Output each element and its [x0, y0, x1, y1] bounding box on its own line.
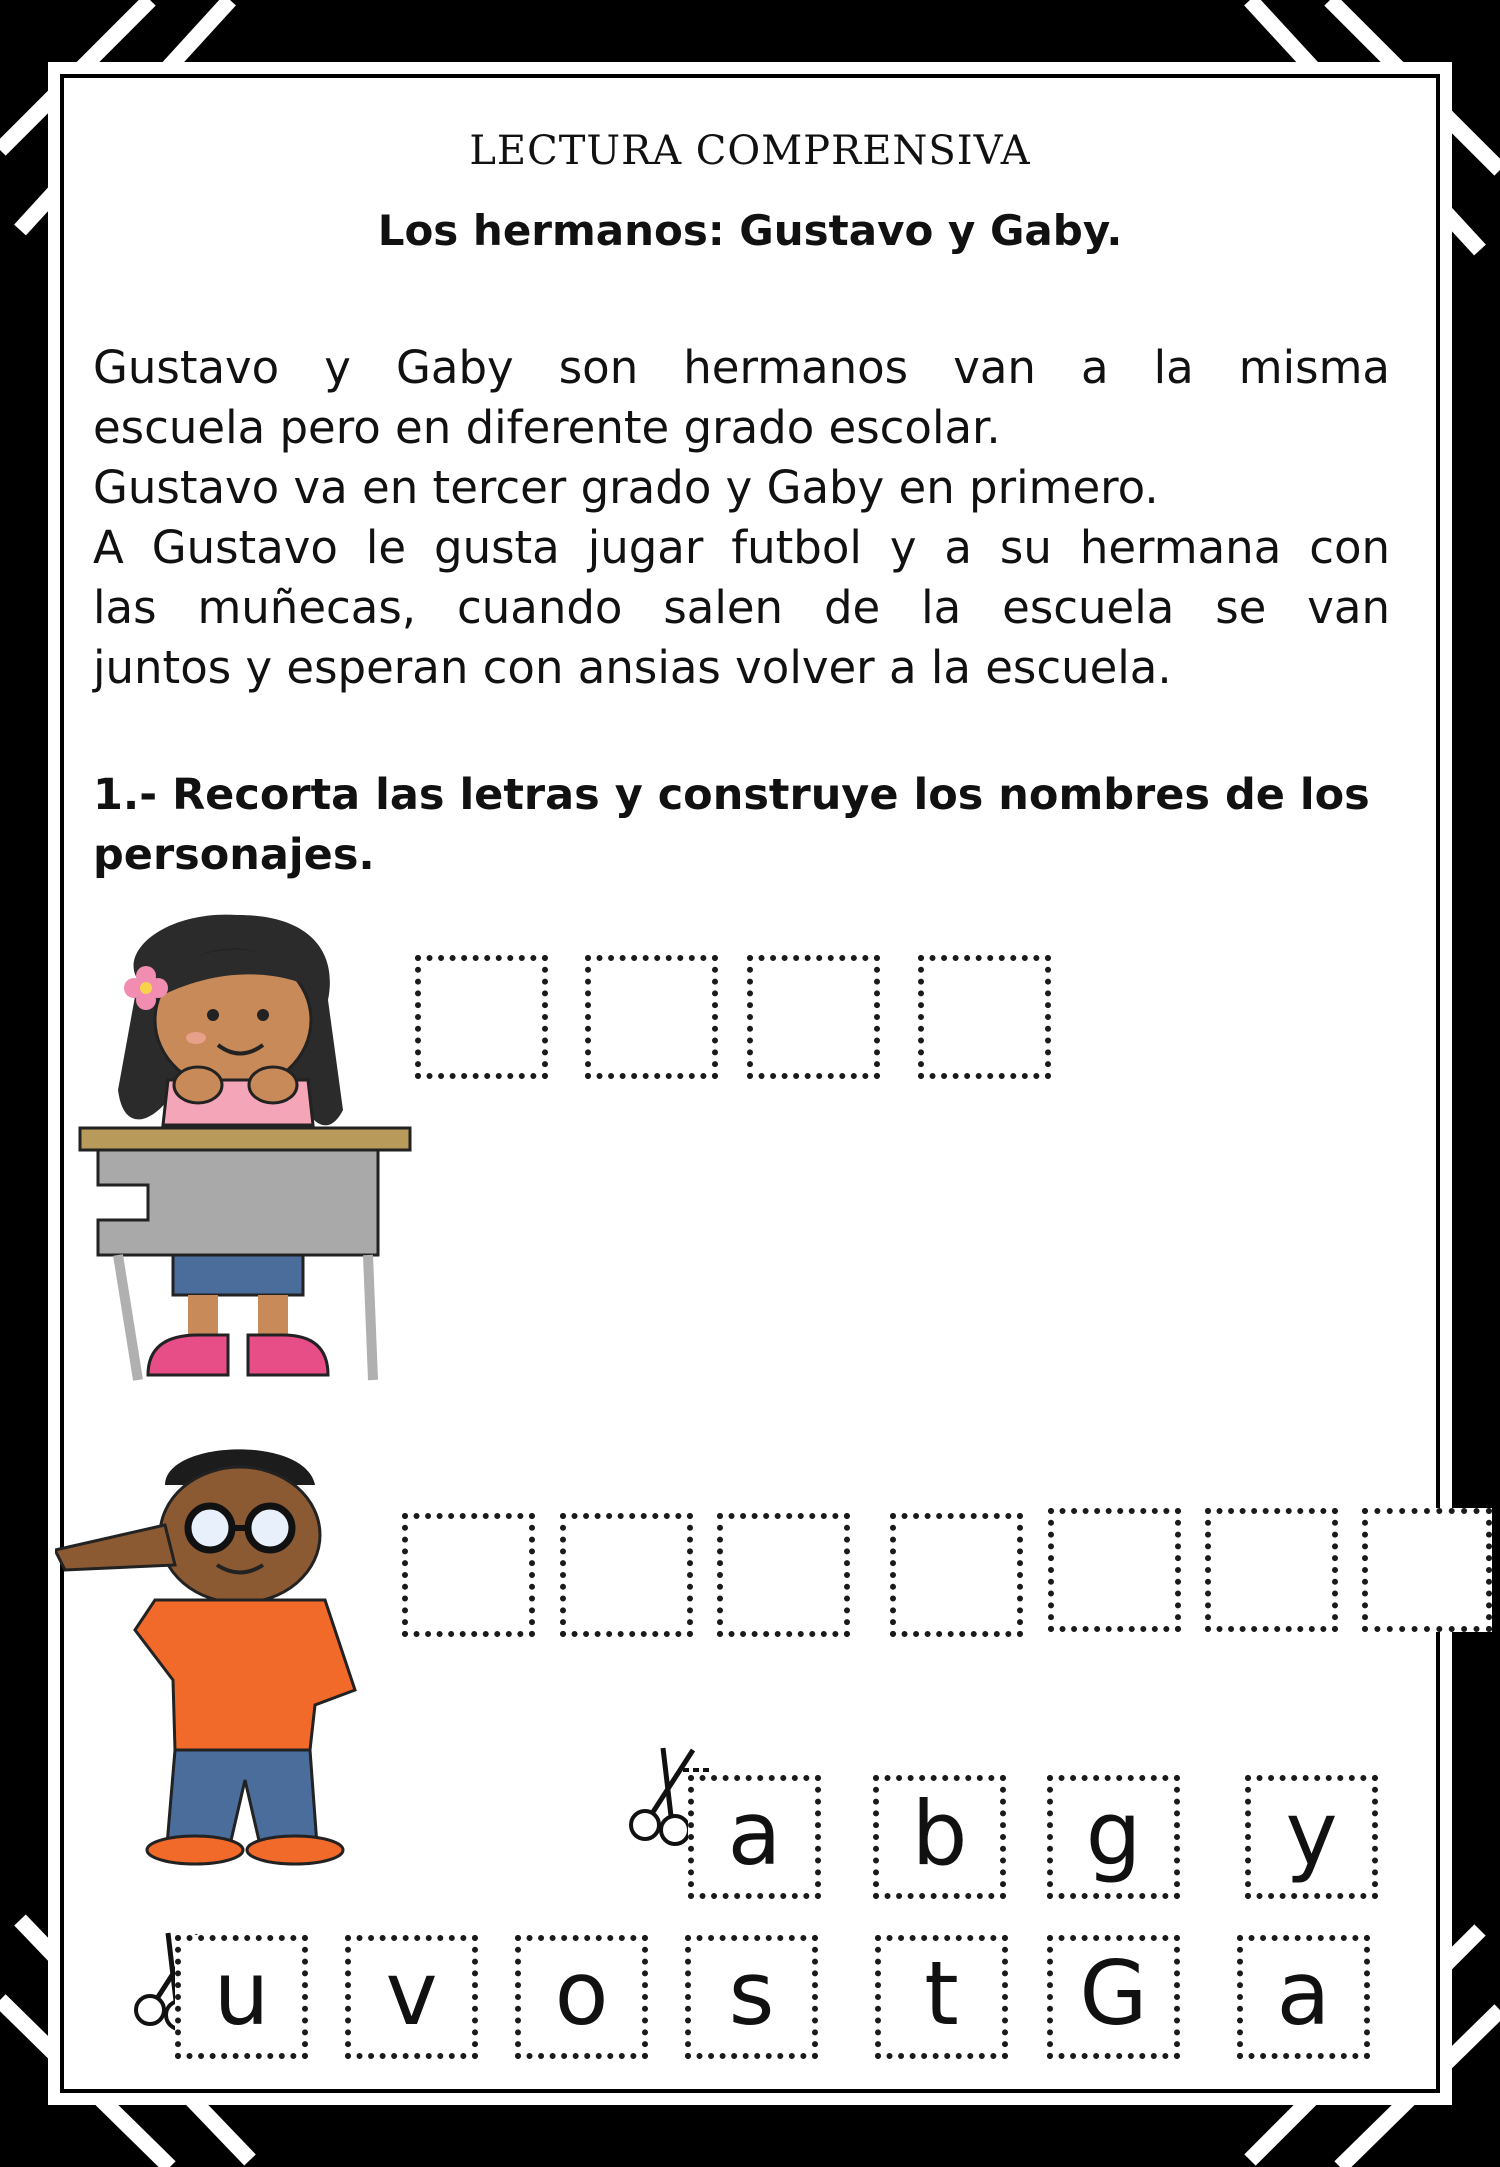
- question-1: 1.- Recorta las letras y construye los nombres de los personajes.: [93, 770, 1370, 880]
- name-slot-boy-1[interactable]: [402, 1513, 535, 1637]
- letter-tile[interactable]: o: [515, 1935, 648, 2059]
- name-slot-girl-1[interactable]: [415, 955, 548, 1079]
- name-slot-boy-6[interactable]: [1205, 1508, 1338, 1632]
- letter-tile[interactable]: t: [875, 1935, 1008, 2059]
- story-line: escuela pero en diferente grado escolar.: [93, 401, 1001, 454]
- story-title: Los hermanos: Gustavo y Gaby.: [377, 206, 1123, 255]
- story-line: las muñecas, cuando salen de la escuela se van: [93, 581, 1390, 634]
- name-slot-girl-3[interactable]: [747, 955, 880, 1079]
- story-line: A Gustavo le gusta jugar futbol y a su hermana con: [93, 521, 1390, 574]
- letter-tile[interactable]: g: [1047, 1775, 1180, 1899]
- letter-tile[interactable]: v: [345, 1935, 478, 2059]
- letter-tile[interactable]: G: [1047, 1935, 1180, 2059]
- story-line: juntos y esperan con ansias volver a la escuela.: [93, 641, 1172, 694]
- name-slot-boy-4[interactable]: [890, 1513, 1023, 1637]
- name-slot-boy-7[interactable]: [1362, 1508, 1492, 1632]
- letter-tile[interactable]: s: [685, 1935, 818, 2059]
- name-slot-boy-2[interactable]: [560, 1513, 693, 1637]
- girl-at-desk-illustration: [78, 910, 413, 1390]
- story-line: Gustavo y Gaby son hermanos van a la misma: [93, 341, 1390, 394]
- story-text: [93, 338, 1390, 698]
- letter-tile[interactable]: a: [1237, 1935, 1370, 2059]
- worksheet-label: LECTURA COMPRENSIVA: [469, 128, 1031, 174]
- name-slot-boy-5[interactable]: [1048, 1508, 1181, 1632]
- boy-waving-illustration: [55, 1430, 415, 1870]
- letter-tile[interactable]: u: [175, 1935, 308, 2059]
- name-slot-girl-4[interactable]: [918, 955, 1051, 1079]
- letter-tile[interactable]: a: [688, 1775, 821, 1899]
- name-slot-boy-3[interactable]: [717, 1513, 850, 1637]
- story-line: Gustavo va en tercer grado y Gaby en primero.: [93, 461, 1159, 514]
- name-slot-girl-2[interactable]: [585, 955, 718, 1079]
- letter-tile[interactable]: b: [873, 1775, 1006, 1899]
- letter-tile[interactable]: y: [1245, 1775, 1378, 1899]
